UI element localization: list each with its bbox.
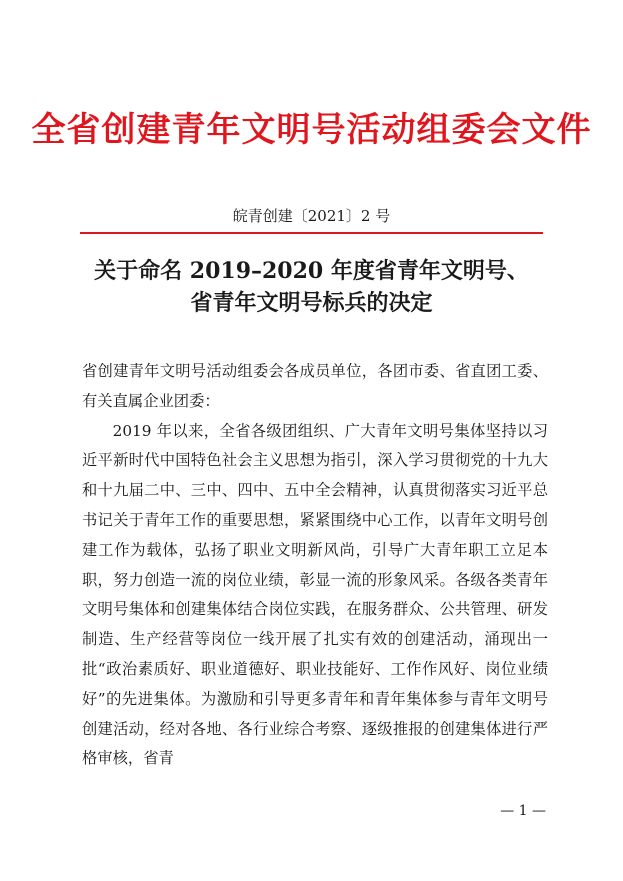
- document-title-line-2: 省青年文明号标兵的决定: [190, 290, 433, 316]
- page-number: — 1 —: [500, 803, 546, 819]
- document-title-line-1: 关于命名 2019–2020 年度省青年文明号、: [94, 258, 529, 284]
- issuer-header-title: 全省创建青年文明号活动组委会文件: [31, 110, 592, 150]
- document-number: 皖青创建〔2021〕2 号: [232, 207, 391, 225]
- document-body: [82, 357, 548, 774]
- red-divider-line: [80, 232, 543, 234]
- salutation: 省创建青年文明号活动组委会各成员单位，各团市委、省直团工委、有关直属企业团委：: [82, 362, 548, 410]
- body-paragraph: 2019 年以来，全省各级团组织、广大青年文明号集体坚持以习近平新时代中国特色社会主义思想为指引，深入学习贯彻党的十九大和十九届二中、三中、四中、五中全会精神，认真贯彻落实习近平总书记关于青年工作的重要思想，紧紧围绕中心工作，以青年文明号创建工作为载体，弘扬了职业文明新风尚，引导广大青年职工立足本职，努力创造一流的岗位业绩，彰显一流的形象风采。各级各类青年文明号集体和创建集体结合岗位实践，在服务群众、公共管理、研发制造、生产经营等岗位一线开展了扎实有效的创建活动，涌现出一批“政治素质好、职业道德好、职业技能好、工作作风好、岗位业绩好”的先进集体。为激励和引导更多青年和青年集体参与青年文明号创建活动，经对各地、各行业综合考察、逐级推报的创建集体进行严格审核，省青: [82, 421, 548, 768]
